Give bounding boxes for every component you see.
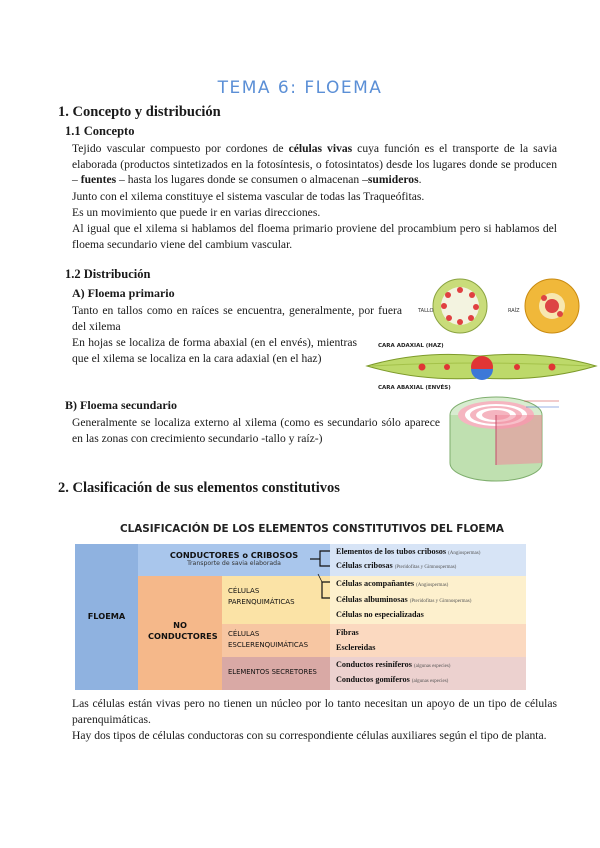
- page-title: TEMA 6: FLOEMA: [217, 78, 383, 98]
- subheading-floema-secundario: B) Floema secundario: [65, 398, 177, 412]
- celulas-albuminosas: Células albuminosas (Pteridofitas y Gimnospermas): [336, 595, 472, 604]
- concepto-paragraph-4: Al igual que el xilema si hablamos del floema primario proviene del procambium pero si hablamos del floema secundario viene del cambium vascular.: [72, 222, 557, 251]
- secretores-cell: ELEMENTOS SECRETORES: [222, 657, 330, 690]
- raiz-label: RAÍZ: [508, 308, 520, 314]
- conductores-cell: CONDUCTORES o CRIBOSOS Transporte de savia elaborada: [138, 544, 330, 576]
- subheading-concepto: 1.1 Concepto: [65, 124, 135, 138]
- floema-primario-paragraph-2: En hojas se localiza de forma abaxial (en el envés), mientras que el xilema se localiza en la cara adaxial (en el haz): [72, 336, 357, 365]
- conductos-resiniferos: Conductos resiníferos (algunas especies): [336, 660, 451, 669]
- hoja-diagram: [362, 338, 600, 392]
- clasificacion-paragraph-2: Hay dos tipos de células conductoras con su correspondiente células auxiliares según el tipo de planta.: [72, 729, 547, 742]
- crecimiento-secundario-diagram: [444, 393, 564, 483]
- no-conductores-cell: NO CONDUCTORES: [138, 576, 222, 690]
- esclerenquimaticas-detail-cell: [330, 624, 526, 657]
- esclerenquimaticas-cell: CÉLULAS ESCLERENQUIMÁTICAS: [222, 624, 330, 657]
- conductos-gomiferos: Conductos gomíferos (algunas especies): [336, 675, 449, 684]
- haz-label: CARA ADAXIAL (HAZ): [378, 343, 444, 349]
- concepto-paragraph-3: Es un movimiento que puede ir en varias direcciones.: [72, 206, 321, 219]
- parenquimaticas-cell: CÉLULAS PARENQUIMÁTICAS: [222, 576, 330, 624]
- subheading-floema-primario: A) Floema primario: [72, 286, 175, 300]
- celulas-cribosas: Células cribosas (Pteridofitas y Gimnospermas): [336, 561, 457, 570]
- clasificacion-paragraph-1: Las células están vivas pero no tienen un núcleo por lo tanto necesitan un apoyo de un tipo de células parenquimáticas.: [72, 697, 557, 726]
- esclereidas: Esclereidas: [336, 643, 376, 652]
- floema-cell: FLOEMA: [75, 544, 138, 690]
- tallo-label: TALLO: [418, 308, 434, 314]
- enves-label: CARA ABAXIAL (ENVÉS): [378, 385, 451, 391]
- subheading-distribucion: 1.2 Distribución: [65, 267, 151, 281]
- section-heading-concepto: 1. Concepto y distribución: [58, 104, 221, 120]
- celulas-no-especializadas: Células no especializadas: [336, 610, 424, 619]
- floema-primario-paragraph-1: Tanto en tallos como en raíces se encuentra, generalmente, por fuera del xilema: [72, 304, 402, 333]
- table-title: CLASIFICACIÓN DE LOS ELEMENTOS CONSTITUTIVOS DEL FLOEMA: [120, 523, 504, 535]
- concepto-paragraph: Tejido vascular compuesto por cordones de células vivas cuya función es el transporte de la savia elaborada (productos sintetizados en la fotosíntesis, o fotosintatos) desde los lugares donde se producen – fuentes – hasta los lugares donde se consumen o almacenan –sumideros.: [72, 142, 557, 187]
- fibras: Fibras: [336, 628, 359, 637]
- section-heading-clasificacion: 2. Clasificación de sus elementos constitutivos: [58, 480, 340, 496]
- concepto-paragraph-2: Junto con el xilema constituye el sistema vascular de todas las Traqueófitas.: [72, 190, 425, 203]
- celulas-acompanantes: Células acompañantes (Angiospermas): [336, 579, 449, 588]
- tubos-cribosos: Elementos de los tubos cribosos (Angiospermas): [336, 547, 481, 556]
- table-brackets: [300, 544, 340, 624]
- tallo-raiz-diagram: [412, 278, 592, 336]
- floema-secundario-paragraph: Generalmente se localiza externo al xilema (como es secundario sólo aparece en las zonas con crecimiento secundario -tallo y raíz-): [72, 416, 440, 445]
